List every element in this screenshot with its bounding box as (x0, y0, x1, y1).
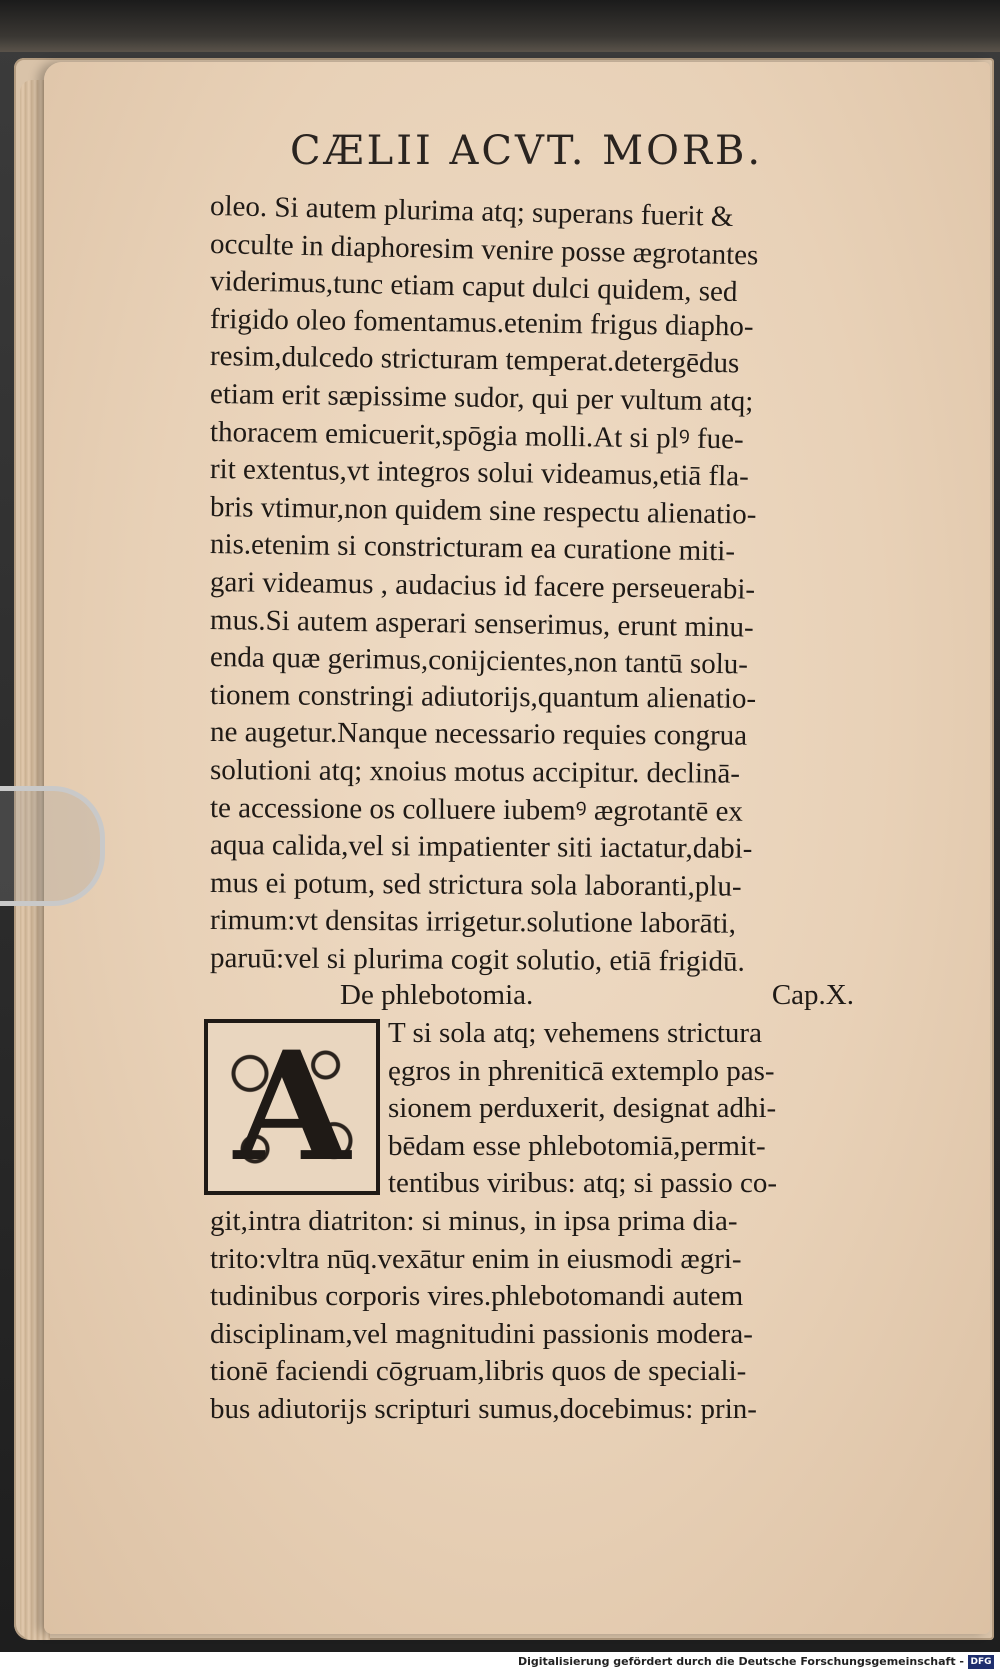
text-line: occulte in diaphoresim venire posse ægrotantes (209, 227, 759, 272)
text-line: mus.Si autem asperari senserimus, erunt minu- (209, 603, 754, 644)
dfg-logo-icon: DFG (968, 1655, 994, 1669)
book-cover-edge (0, 0, 1000, 52)
text-line: frigido oleo fomentamus.etenim frigus diapho- (209, 302, 754, 343)
chapter-title: De phlebotomia. (340, 979, 534, 1012)
text-line: ne augetur.Nanque necessario requies congrua (209, 716, 748, 753)
text-line: rit extentus,vt integros solui videamus,etiā fla- (209, 453, 749, 493)
text-line: paruū:vel si plurima cogit solutio, etiā frigidū. (209, 941, 745, 978)
text-line: oleo. Si autem plurima atq; superans fuerit & (209, 190, 734, 233)
text-line: ęgros in phreniticā extemplo pas- (388, 1054, 775, 1087)
text-line: trito:vltra nūq.vexātur enim in eiusmodi ægri- (210, 1242, 742, 1275)
text-line: rimum:vt densitas irrigetur.solutione laborāti, (209, 904, 737, 940)
text-line: bus adiutorijs scripturi sumus,docebimus: prin- (210, 1393, 757, 1425)
text-line: tudinibus corporis vires.phlebotomandi autem (210, 1280, 744, 1313)
text-line: git,intra diatriton: si minus, in ipsa prima dia- (210, 1205, 738, 1238)
text-line: disciplinam,vel magnitudini passionis modera- (210, 1317, 753, 1350)
text-line: nis.etenim si constricturam ea curatione miti- (209, 528, 736, 568)
paragraph-two-rest (210, 1203, 860, 1429)
main-text (210, 188, 860, 1429)
text-line: tionem constringi adiutorijs,quantum alienatio- (209, 678, 757, 715)
initial-letter: A (233, 1019, 351, 1196)
text-line: mus ei potum, sed strictura sola laboranti,plu- (209, 866, 742, 903)
text-line: viderimus,tunc etiam caput dulci quidem, sed (209, 265, 738, 309)
text-line: tionē faciendi cōgruam,libris quos de speciali- (210, 1355, 747, 1388)
text-line: aqua calida,vel si impatienter siti iactatur,dabi- (209, 829, 753, 865)
text-line: etiam erit sæpissime sudor, qui per vultum atq; (209, 377, 754, 418)
chapter-number: Cap.X. (771, 979, 854, 1012)
text-line: thoracem emicuerit,spōgia molli.At si plꝰ fue- (209, 415, 744, 456)
chapter-heading (210, 977, 860, 1015)
text-line: T si sola atq; vehemens strictura (388, 1017, 762, 1050)
text-line: solutioni atq; xnoius motus accipitur. declinā- (209, 753, 741, 790)
paragraph-one (210, 188, 860, 977)
running-title: CÆLII ACVT. MORB. (290, 128, 764, 174)
clasp-icon (0, 786, 105, 906)
text-line: sionem perduxerit, designat adhi- (388, 1092, 777, 1125)
text-line: gari videamus , audacius id facere perseuerabi- (209, 565, 756, 606)
digitization-credit: Digitalisierung gefördert durch die Deutsche Forschungsgemeinschaft - (517, 1655, 964, 1668)
text-line: bris vtimur,non quidem sine respectu alienatio- (209, 490, 757, 531)
decorated-initial-icon (204, 1019, 380, 1195)
text-line: enda quæ gerimus,conijcientes,non tantū solu- (209, 641, 749, 681)
text-line: bēdam esse phlebotomiā,permit- (388, 1129, 766, 1162)
text-line: resim,dulcedo stricturam temperat.detergēdus (209, 340, 740, 380)
text-line: te accessione os colluere iubemꝰ ægrotantē ex (209, 791, 743, 828)
text-line: tentibus viribus: atq; si passio co- (388, 1167, 778, 1200)
